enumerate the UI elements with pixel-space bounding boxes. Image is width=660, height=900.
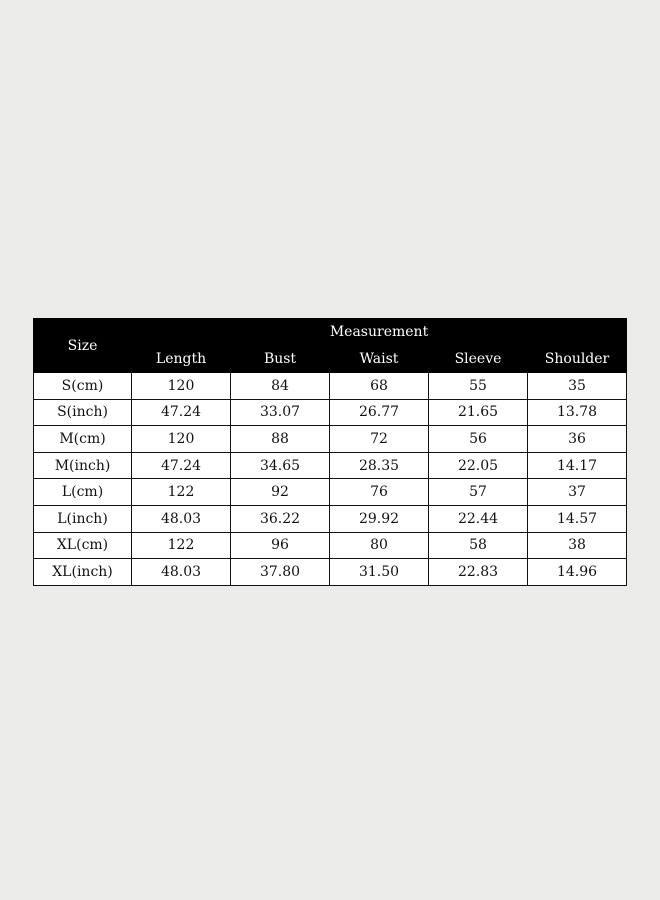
column-header-shoulder: Shoulder <box>528 346 627 373</box>
length-cell: 122 <box>132 532 231 559</box>
size-label-cell: L(cm) <box>34 479 132 506</box>
shoulder-cell: 37 <box>528 479 627 506</box>
size-label-cell: S(inch) <box>34 399 132 426</box>
shoulder-cell: 35 <box>528 373 627 400</box>
length-cell: 120 <box>132 426 231 453</box>
bust-cell: 88 <box>231 426 330 453</box>
column-header-bust: Bust <box>231 346 330 373</box>
shoulder-cell: 14.17 <box>528 452 627 479</box>
size-label-cell: S(cm) <box>34 373 132 400</box>
table-row <box>34 452 627 479</box>
size-label-cell: M(inch) <box>34 452 132 479</box>
size-chart-table <box>33 318 627 586</box>
waist-cell: 31.50 <box>330 559 429 586</box>
waist-cell: 76 <box>330 479 429 506</box>
waist-cell: 72 <box>330 426 429 453</box>
waist-cell: 68 <box>330 373 429 400</box>
header-row-group <box>34 319 627 346</box>
sleeve-cell: 55 <box>429 373 528 400</box>
sleeve-cell: 21.65 <box>429 399 528 426</box>
size-label-cell: XL(cm) <box>34 532 132 559</box>
table-row <box>34 479 627 506</box>
sleeve-cell: 22.05 <box>429 452 528 479</box>
waist-cell: 26.77 <box>330 399 429 426</box>
size-label-cell: XL(inch) <box>34 559 132 586</box>
size-column-header: Size <box>34 319 132 373</box>
table-row <box>34 505 627 532</box>
bust-cell: 92 <box>231 479 330 506</box>
sleeve-cell: 22.44 <box>429 505 528 532</box>
table-body <box>34 373 627 586</box>
length-cell: 48.03 <box>132 559 231 586</box>
shoulder-cell: 13.78 <box>528 399 627 426</box>
length-cell: 47.24 <box>132 452 231 479</box>
bust-cell: 37.80 <box>231 559 330 586</box>
length-cell: 47.24 <box>132 399 231 426</box>
bust-cell: 34.65 <box>231 452 330 479</box>
size-label-cell: M(cm) <box>34 426 132 453</box>
length-cell: 48.03 <box>132 505 231 532</box>
measurement-group-header: Measurement <box>132 319 627 346</box>
bust-cell: 36.22 <box>231 505 330 532</box>
sleeve-cell: 22.83 <box>429 559 528 586</box>
table-header <box>34 319 627 373</box>
sleeve-cell: 58 <box>429 532 528 559</box>
length-cell: 120 <box>132 373 231 400</box>
waist-cell: 28.35 <box>330 452 429 479</box>
table-row <box>34 373 627 400</box>
bust-cell: 84 <box>231 373 330 400</box>
bust-cell: 33.07 <box>231 399 330 426</box>
column-header-sleeve: Sleeve <box>429 346 528 373</box>
table-row <box>34 559 627 586</box>
column-header-waist: Waist <box>330 346 429 373</box>
length-cell: 122 <box>132 479 231 506</box>
shoulder-cell: 38 <box>528 532 627 559</box>
waist-cell: 80 <box>330 532 429 559</box>
sleeve-cell: 57 <box>429 479 528 506</box>
shoulder-cell: 14.96 <box>528 559 627 586</box>
sleeve-cell: 56 <box>429 426 528 453</box>
shoulder-cell: 36 <box>528 426 627 453</box>
shoulder-cell: 14.57 <box>528 505 627 532</box>
column-header-length: Length <box>132 346 231 373</box>
size-label-cell: L(inch) <box>34 505 132 532</box>
bust-cell: 96 <box>231 532 330 559</box>
table-row <box>34 426 627 453</box>
table-row <box>34 532 627 559</box>
waist-cell: 29.92 <box>330 505 429 532</box>
table-row <box>34 399 627 426</box>
